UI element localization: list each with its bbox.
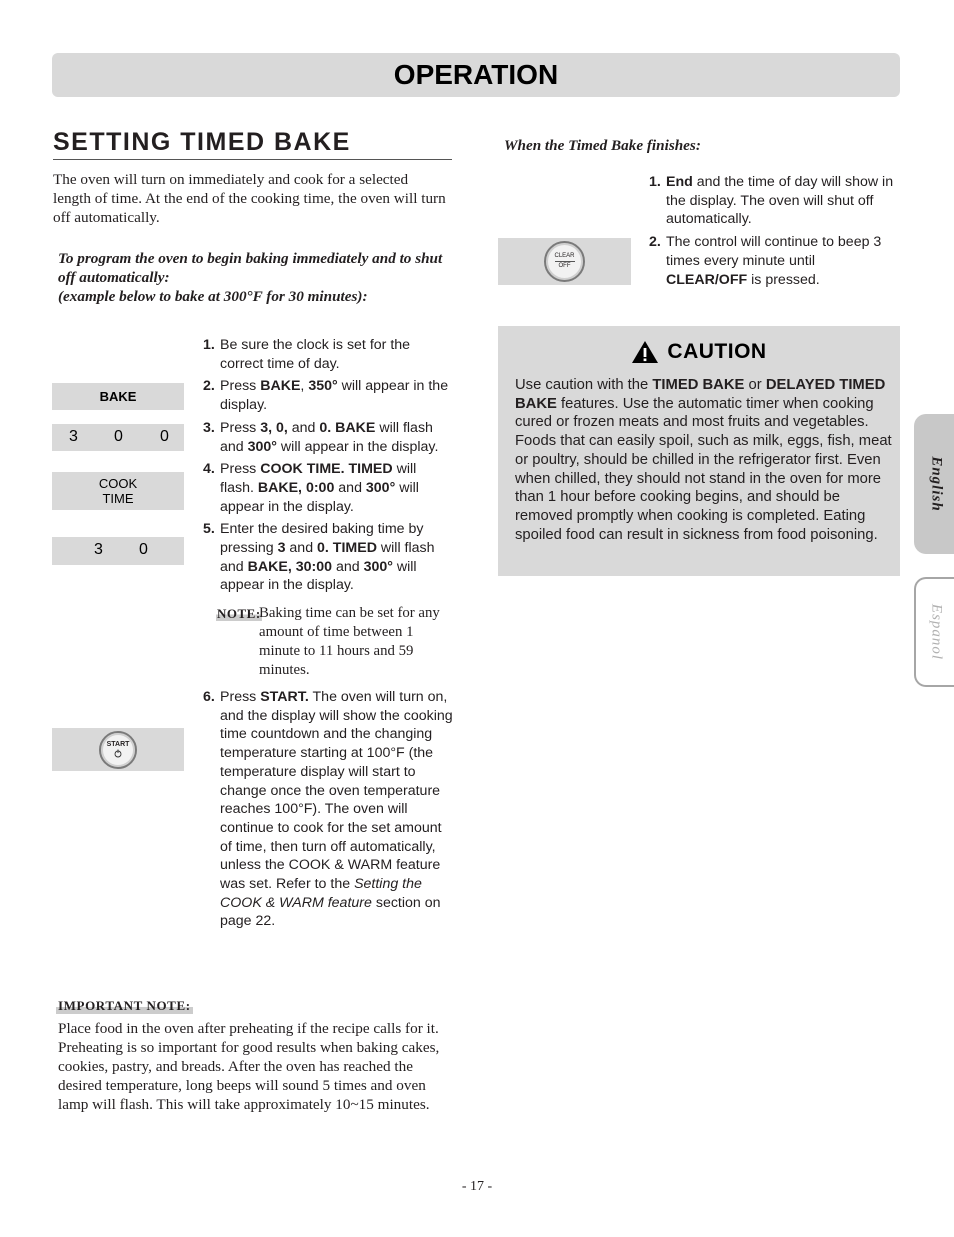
start-button-icon bbox=[99, 731, 137, 769]
step-text-run: BAKE, 0:00 bbox=[257, 479, 335, 496]
step-text-run: Setting the COOK & WARM feature bbox=[220, 876, 422, 911]
bake-key-label: BAKE bbox=[99, 389, 137, 404]
clear-off-button-icon bbox=[544, 241, 585, 282]
section-title: SETTING TIMED BAKE bbox=[53, 128, 452, 160]
step-text-run: 350° bbox=[308, 378, 338, 395]
caution-title: CAUTION bbox=[667, 340, 767, 363]
finish-step-2 bbox=[649, 233, 899, 289]
finish-step-1 bbox=[649, 173, 899, 229]
caution-text-run: TIMED BAKE bbox=[652, 377, 745, 393]
step-text bbox=[220, 419, 453, 456]
step-text-run: section on page 22. bbox=[220, 894, 441, 930]
step-text-run: will flash and bbox=[220, 540, 435, 575]
step-text-run: Press bbox=[220, 689, 261, 705]
caution-text-run: or bbox=[744, 377, 766, 393]
step-text-run: Press bbox=[220, 419, 261, 436]
digit-0: 0 bbox=[114, 428, 123, 445]
digit-0: 0 bbox=[160, 428, 169, 445]
start-label: START bbox=[106, 741, 130, 748]
caution-text-run: features. Use the automatic timer when cooking cured or frozen meats and most fruits and vegetables. Foods that can easily spoil, such as milk, eggs, fish, meat or poultry, should be chilled in the refrigerator first. Even when chilled, they should not stand in the oven for more than 1 hour before cooking begins, and should be removed promptly when cooking is completed. Eating spoiled food can result in sickness from food poisoning. bbox=[515, 395, 892, 543]
clear-label: CLEAR bbox=[554, 253, 575, 259]
step-number: 1. bbox=[203, 337, 215, 353]
finish-steps bbox=[649, 173, 899, 293]
step-text-run: Press bbox=[220, 461, 261, 478]
digit-0: 0 bbox=[139, 541, 148, 558]
note bbox=[219, 604, 454, 680]
step-3 bbox=[203, 419, 453, 456]
step-text-run: will flash and bbox=[220, 419, 433, 455]
bake-key bbox=[52, 383, 184, 410]
step-6-row bbox=[203, 688, 453, 931]
steps-list bbox=[203, 336, 453, 599]
note-label: NOTE: bbox=[217, 606, 261, 621]
off-label: OFF bbox=[558, 263, 571, 269]
note-text: Baking time can be set for any amount of time between 1 minute to 11 hours and 59 minutes. bbox=[259, 605, 440, 678]
step-text-run: will appear in the display. bbox=[276, 438, 439, 455]
important-note-text: Place food in the oven after preheating if the recipe calls for it. Preheating is so important for good results when baking cakes, cookies, pastry, and breads. After the oven has reached the desired temperature, long beeps will sound 5 times and oven lamp will flash. This will take approximately 10~15 minutes. bbox=[58, 1020, 440, 1113]
power-icon bbox=[114, 749, 122, 758]
step-text-run: CLEAR/OFF bbox=[666, 271, 748, 288]
program-instructions bbox=[58, 249, 453, 306]
intro-paragraph: The oven will turn on immediately and cook for a selected length of time. At the end of the cooking time, the oven will turn off automatically. bbox=[53, 171, 446, 226]
step-number: 3. bbox=[203, 419, 215, 436]
step-text-run: 3 bbox=[277, 540, 286, 557]
header-bar bbox=[52, 53, 900, 97]
cook-time-label-2: TIME bbox=[102, 491, 134, 506]
step-number: 2. bbox=[649, 234, 661, 251]
step-6 bbox=[203, 688, 453, 935]
warning-icon bbox=[631, 340, 659, 364]
digit-3: 3 bbox=[69, 428, 78, 445]
step-text-run: The oven will turn on, and the display will show the cooking time countdown and the changing temperature starting at 100°F (the temperature display will start to change once the oven temperature reaches 100°F). The oven will continue to cook for the set amount of time, then turn off automatically, unless the COOK & WARM feature was set. Refer to the bbox=[220, 689, 453, 893]
step-text-run: , bbox=[300, 378, 309, 395]
finish-title: When the Timed Bake finishes: bbox=[504, 137, 701, 154]
step-1 bbox=[203, 336, 453, 373]
step-text-run: 0. TIMED bbox=[317, 540, 377, 557]
step-text bbox=[220, 336, 453, 373]
caution-header bbox=[498, 340, 900, 364]
step-text-run: and the time of day will show in the display. The oven will shut off automatically. bbox=[666, 174, 894, 228]
step-text-run: BAKE, 30:00 bbox=[247, 558, 332, 575]
caution-text-run: DELAYED TIMED BAKE bbox=[515, 377, 886, 412]
tab-english[interactable] bbox=[914, 414, 954, 554]
step-text-run: Press bbox=[220, 378, 261, 395]
step-text-run: will appear in the display. bbox=[220, 378, 449, 414]
page-number: - 17 - bbox=[461, 1179, 493, 1194]
step-text-run: The control will continue to beep 3 times every minute until bbox=[666, 234, 882, 269]
step-number: 1. bbox=[649, 174, 661, 190]
cook-time-label-1: COOK bbox=[98, 476, 138, 491]
step-text bbox=[220, 520, 453, 595]
step-text-run: START. bbox=[260, 689, 309, 705]
step-text-run: End bbox=[666, 174, 693, 190]
step-text bbox=[220, 460, 453, 516]
tab-espanol[interactable] bbox=[914, 577, 954, 687]
program-line-2: (example below to bake at 300°F for 30 minutes): bbox=[58, 288, 368, 305]
cook-time-key bbox=[52, 472, 184, 510]
step-number: 2. bbox=[203, 378, 215, 395]
clear-off-key bbox=[498, 238, 631, 285]
important-note-label: IMPORTANT NOTE: bbox=[58, 998, 191, 1013]
step-text-run: and bbox=[285, 540, 318, 557]
step-5 bbox=[203, 520, 453, 595]
digit-3: 3 bbox=[94, 541, 103, 558]
step-2 bbox=[203, 377, 453, 414]
tab-english-label: English bbox=[928, 456, 945, 512]
clear-divider bbox=[555, 261, 575, 262]
step-text-run: 300° bbox=[365, 479, 396, 496]
step-text-run: Be sure the clock is set for the correct time of day. bbox=[220, 337, 411, 372]
step-text bbox=[220, 377, 453, 414]
step-text-run: Enter the desired baking time by pressing bbox=[220, 521, 424, 557]
step-text-run: will flash. bbox=[220, 461, 417, 496]
step-4 bbox=[203, 460, 453, 516]
step-text-run: will appear in the display. bbox=[220, 479, 419, 515]
step-text-run: is pressed. bbox=[747, 271, 820, 288]
step-text-run: 300° bbox=[247, 438, 277, 455]
step-number: 4. bbox=[203, 461, 215, 478]
caution-box bbox=[498, 326, 900, 576]
step-text bbox=[666, 173, 899, 229]
step-text-run: and bbox=[287, 419, 320, 436]
step-text-run: BAKE bbox=[260, 378, 301, 395]
step-number: 5. bbox=[203, 521, 215, 538]
caution-text-run: Use caution with the bbox=[515, 377, 653, 393]
digits-300-display bbox=[52, 424, 184, 451]
start-key bbox=[52, 728, 184, 771]
caution-text bbox=[515, 376, 893, 544]
step-text-run: COOK TIME. TIMED bbox=[260, 461, 393, 478]
step-text-run: 0. BAKE bbox=[319, 419, 376, 436]
step-text bbox=[220, 688, 453, 931]
step-text-run: 3, 0, bbox=[260, 419, 288, 436]
step-text-run: 300° bbox=[363, 558, 393, 575]
page-title: OPERATION bbox=[393, 59, 559, 90]
digits-30-display bbox=[52, 537, 184, 565]
step-text bbox=[666, 233, 899, 289]
program-line-1: To program the oven to begin baking immediately and to shut off automatically: bbox=[58, 250, 443, 286]
step-text-run: will appear in the display. bbox=[220, 558, 417, 594]
step-number: 6. bbox=[203, 689, 215, 705]
step-text-run: and bbox=[334, 479, 366, 496]
step-text-run: and bbox=[332, 558, 364, 575]
tab-espanol-label: Espanol bbox=[928, 603, 945, 661]
